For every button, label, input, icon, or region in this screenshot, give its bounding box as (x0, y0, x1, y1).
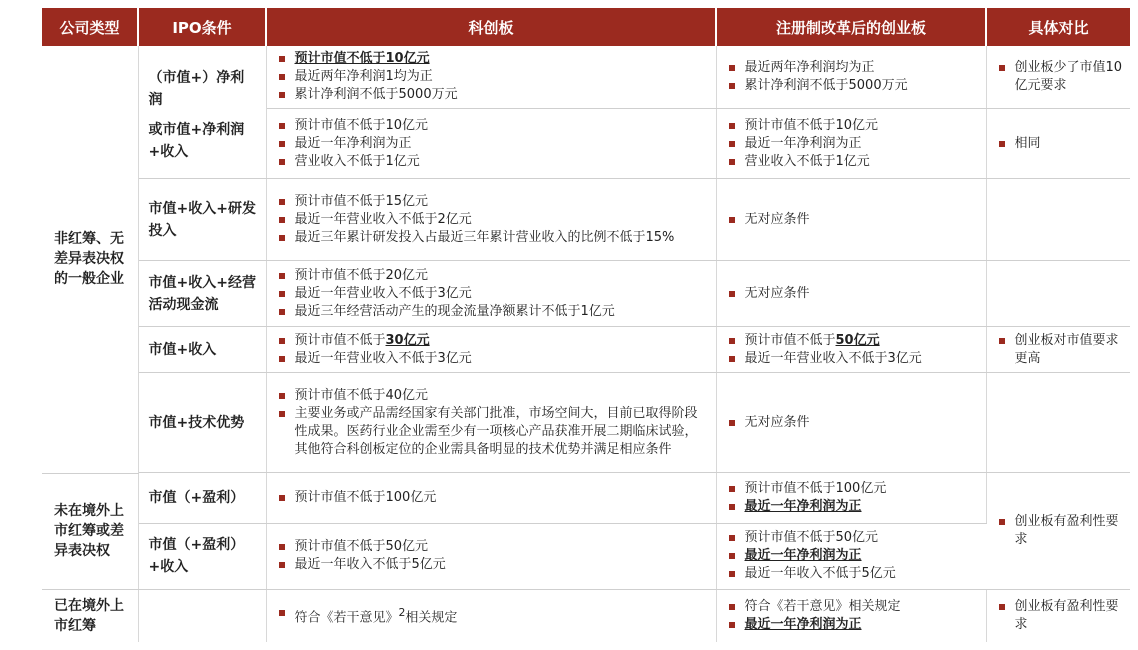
comparison-cell (986, 473, 1130, 589)
text: 符合《若干意见》 (294, 610, 399, 626)
star-market-cell (266, 589, 716, 642)
table-row (42, 589, 1130, 642)
list-item: 最近一年收入不低于5亿元 (723, 565, 981, 583)
gem-board-cell (716, 261, 986, 327)
header-gem-board: 注册制改革后的创业板 (716, 8, 986, 46)
ipo-condition-label: 市值（+盈利） (148, 489, 245, 506)
list-item: 最近三年累计研发投入占最近三年累计营业收入的比例不低于15% (273, 229, 710, 247)
company-type-cell (42, 473, 138, 589)
list-item: 预计市值不低于20亿元 (273, 267, 710, 285)
list-item: 无对应条件 (723, 414, 980, 432)
gem-board-cell (716, 109, 986, 179)
gem-board-cell (716, 373, 986, 473)
list-item: 最近两年净利润1均为正 (273, 68, 710, 86)
ipo-condition-cell (138, 179, 266, 261)
list-item: 累计净利润不低于5000万元 (273, 86, 710, 104)
emphasized-text: 最近一年净利润为正 (744, 616, 862, 632)
gem-board-cell (716, 589, 986, 642)
list-item: 最近三年经营活动产生的现金流量净额累计不低于1亿元 (273, 303, 710, 321)
ipo-condition-label: 市值+收入 (148, 341, 217, 358)
table-row (42, 373, 1130, 473)
table-row (42, 473, 1130, 523)
ipo-condition-cell (138, 523, 266, 589)
list-item: 主要业务或产品需经国家有关部门批准，市场空间大，目前已取得阶段性成果。医药行业企业需至少有一项核心产品获准开展二期临床试验，其他符合科创板定位的企业需具备明显的技术优势并满足相应条件 (273, 405, 710, 459)
list-item (723, 332, 980, 350)
ipo-condition-cell (138, 473, 266, 523)
list-item: 预计市值不低于15亿元 (273, 193, 710, 211)
table-row (42, 261, 1130, 327)
list-item (273, 332, 710, 350)
table-row (42, 179, 1130, 261)
text: 预计市值不低于 (744, 332, 836, 348)
list-item: 预计市值不低于50亿元 (273, 538, 710, 556)
comparison-cell (986, 109, 1130, 179)
star-market-cell (266, 179, 716, 261)
list-item: 创业板有盈利性要求 (993, 598, 1125, 634)
list-item: 营业收入不低于1亿元 (273, 153, 710, 171)
star-market-cell (266, 523, 716, 589)
gem-board-cell (716, 327, 986, 373)
ipo-condition-label: 市值（+盈利）+收入 (148, 537, 245, 575)
gem-board-cell (716, 179, 986, 261)
list-item: 创业板有盈利性要求 (993, 513, 1125, 549)
comparison-cell (986, 46, 1130, 109)
list-item: 创业板对市值要求更高 (993, 332, 1125, 368)
list-item: 最近一年净利润为正 (273, 135, 710, 153)
emphasized-text: 最近一年净利润为正 (744, 498, 862, 514)
header-ipo-conditions: IPO条件 (138, 8, 266, 46)
company-type-cell (42, 46, 138, 473)
star-market-cell (266, 327, 716, 373)
ipo-condition-cell (138, 46, 266, 179)
list-item: 最近两年净利润均为正 (723, 59, 980, 77)
gem-board-cell (716, 46, 986, 109)
list-item: 预计市值不低于40亿元 (273, 387, 710, 405)
ipo-condition-cell (138, 327, 266, 373)
table-row (42, 46, 1130, 109)
ipo-condition-cell (138, 589, 266, 642)
ipo-condition-label: 或市值+净利润+收入 (148, 122, 245, 160)
gem-board-cell (716, 473, 986, 523)
list-item: 预计市值不低于100亿元 (723, 480, 980, 498)
text: 相关规定 (405, 610, 458, 626)
comparison-cell (986, 327, 1130, 373)
header-row (42, 8, 1130, 46)
list-item: 最近一年净利润为正 (723, 135, 980, 153)
header-company-type: 公司类型 (42, 8, 138, 46)
emphasized-text: 最近一年净利润为正 (744, 548, 862, 563)
list-item: 营业收入不低于1亿元 (723, 153, 980, 171)
list-item: 最近一年收入不低于5亿元 (273, 556, 710, 574)
comparison-cell (986, 261, 1130, 327)
list-item: 无对应条件 (723, 211, 980, 229)
list-item: 相同 (993, 135, 1125, 153)
star-market-cell (266, 46, 716, 109)
ipo-conditions-table (42, 8, 1130, 642)
ipo-condition-cell (138, 261, 266, 327)
list-item: 预计市值不低于10亿元 (723, 117, 980, 135)
emphasized-text: 50亿元 (835, 332, 880, 348)
comparison-cell (986, 373, 1130, 473)
list-item: 创业板少了市值10亿元要求 (993, 59, 1125, 95)
company-type-cell (42, 589, 138, 642)
company-type-label: 已在境外上市红筹 (54, 597, 124, 634)
comparison-cell (986, 179, 1130, 261)
company-type-label: 未在境外上市红筹或差异表决权 (54, 503, 124, 559)
emphasized-text: 30亿元 (385, 332, 430, 348)
star-market-cell (266, 473, 716, 523)
list-item (273, 50, 710, 68)
list-item: 最近一年营业收入不低于3亿元 (273, 285, 710, 303)
star-market-cell (266, 109, 716, 179)
list-item: 最近一年营业收入不低于2亿元 (273, 211, 710, 229)
list-item: 无对应条件 (723, 285, 980, 303)
star-market-cell (266, 373, 716, 473)
ipo-condition-cell (138, 373, 266, 473)
list-item (273, 604, 710, 627)
ipo-condition-label: （市值+）净利润 (148, 70, 245, 108)
text: 预计市值不低于 (294, 332, 386, 348)
footnote-mark: 2 (398, 605, 406, 619)
comparison-cell (986, 589, 1130, 642)
list-item: 预计市值不低于100亿元 (273, 489, 710, 507)
header-comparison: 具体对比 (986, 8, 1130, 46)
gem-board-cell (716, 523, 986, 589)
ipo-condition-label: 市值+收入+研发投入 (148, 200, 256, 239)
star-market-cell (266, 261, 716, 327)
list-item: 预计市值不低于10亿元 (273, 117, 710, 135)
list-item: 最近一年营业收入不低于3亿元 (723, 350, 980, 368)
company-type-label: 非红筹、无差异表决权的一般企业 (54, 231, 124, 288)
list-item: 累计净利润不低于5000万元 (723, 77, 980, 95)
table-row (42, 327, 1130, 373)
list-item: 符合《若干意见》相关规定 (723, 598, 980, 616)
list-item (723, 616, 980, 634)
list-item: 最近一年营业收入不低于3亿元 (273, 350, 710, 368)
ipo-condition-label: 市值+技术优势 (148, 414, 245, 431)
header-star-market: 科创板 (266, 8, 716, 46)
emphasized-text: 预计市值不低于10亿元 (294, 51, 430, 66)
list-item (723, 547, 981, 565)
table-row (42, 523, 1130, 589)
list-item (723, 498, 980, 516)
ipo-condition-label: 市值+收入+经营活动现金流 (148, 274, 256, 313)
list-item: 预计市值不低于50亿元 (723, 529, 981, 547)
